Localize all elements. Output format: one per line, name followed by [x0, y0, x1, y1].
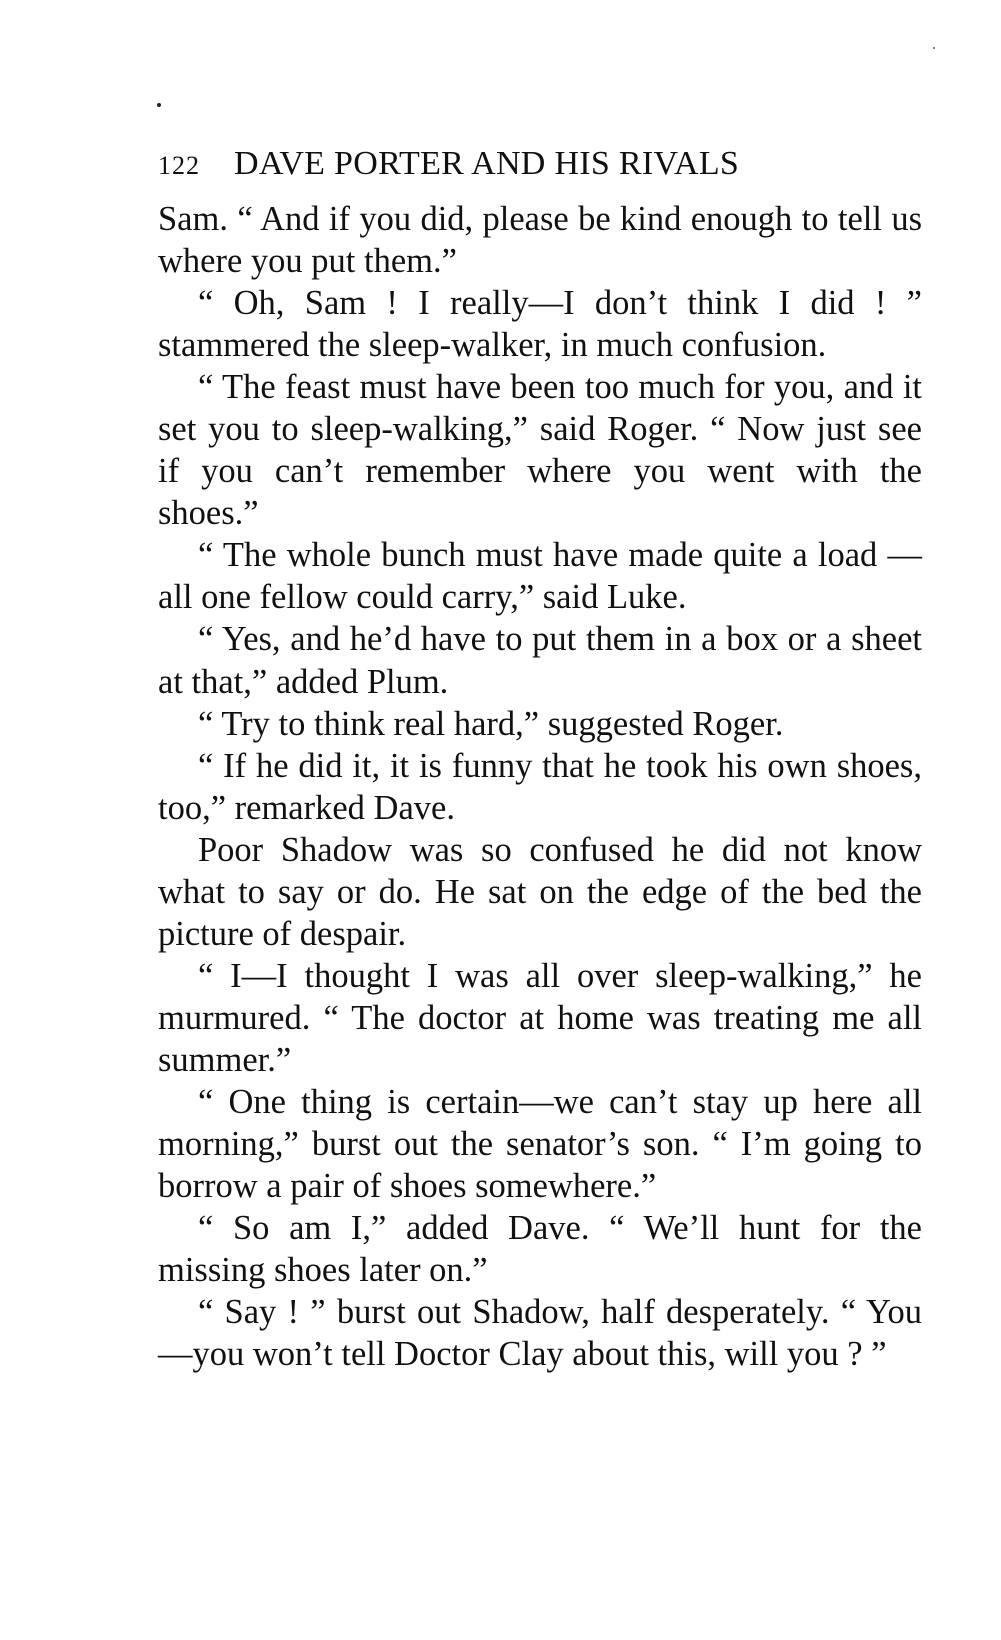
paragraph: “ The feast must have been too much for you, and it set you to sleep-walking,” said Roger. “ Now just see if you can’t remember where you went with the shoes.”: [158, 368, 922, 533]
paragraph: “ I—I thought I was all over sleep-walking,” he murmured. “ The doctor at home was treating me all summer.”: [158, 956, 922, 1079]
page-number: 122: [158, 151, 200, 180]
paragraph-continued: Sam. “ And if you did, please be kind enough to tell us where you put them.”: [158, 200, 922, 281]
page-header: [158, 140, 918, 188]
running-title: DAVE PORTER AND HIS RIVALS: [234, 145, 740, 182]
paragraph: Poor Shadow was so confused he did not know what to say or do. He sat on the edge of the bed the picture of despair.: [158, 830, 922, 953]
paragraph: “ So am I,” added Dave. “ We’ll hunt for the missing shoes later on.”: [158, 1209, 922, 1290]
paragraph: “ One thing is certain—we can’t stay up here all morning,” burst out the senator’s son. “ I’m going to borrow a pair of shoes somewhere.”: [158, 1082, 922, 1206]
print-speck: [157, 103, 161, 107]
paragraph: “ Say ! ” burst out Shadow, half desperately. “ You—you won’t tell Doctor Clay about this, will you ? ”: [158, 1293, 922, 1374]
paragraph: “ Yes, and he’d have to put them in a box or a sheet at that,” added Plum.: [158, 620, 922, 701]
paragraph: “ The whole bunch must have made quite a load —all one fellow could carry,” said Luke.: [158, 536, 922, 617]
print-speck: [933, 47, 935, 49]
paragraph: “ Oh, Sam ! I really—I don’t think I did ! ” stammered the sleep-walker, in much confusion.: [158, 284, 922, 365]
body-text: [158, 198, 922, 1375]
paragraph: “ If he did it, it is funny that he took his own shoes, too,” remarked Dave.: [158, 746, 922, 827]
paragraph: “ Try to think real hard,” suggested Roger.: [198, 704, 784, 743]
